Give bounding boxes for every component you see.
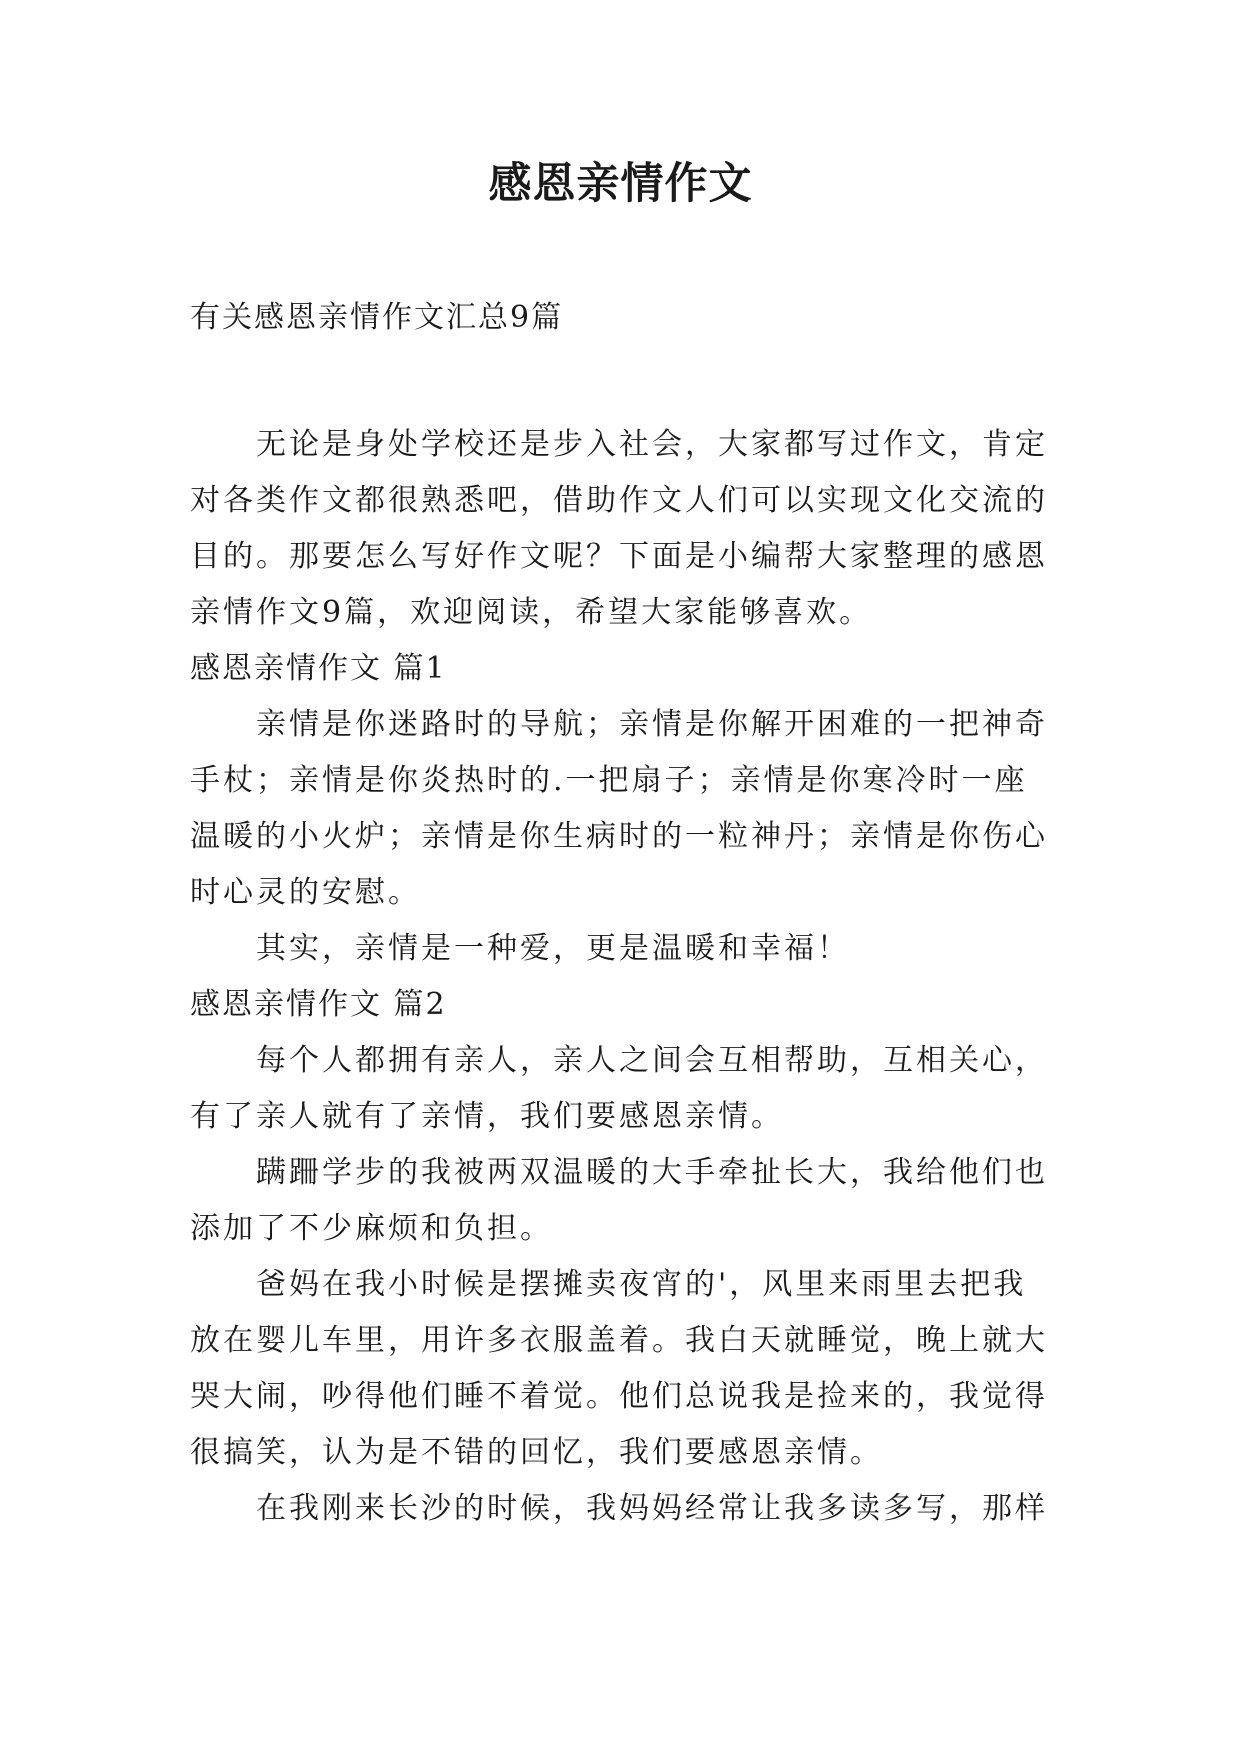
paragraph-line: 其实，亲情是一种爱，更是温暖和幸福！: [256, 931, 850, 966]
paragraph-line: 添加了不少麻烦和负担。: [190, 1211, 553, 1246]
paragraph-line: 温暖的小火炉；亲情是你生病时的一粒神丹；亲情是你伤心: [190, 819, 1048, 854]
paragraph-line: 放在婴儿车里，用许多衣服盖着。我白天就睡觉，晚上就大: [190, 1323, 1048, 1358]
paragraph-line: 时心灵的安慰。: [190, 875, 421, 910]
paragraph-line: 在我刚来长沙的时候，我妈妈经常让我多读多写，那样: [256, 1491, 1048, 1526]
paragraph-line: 手杖；亲情是你炎热时的.一把扇子；亲情是你寒冷时一座: [190, 763, 1028, 798]
paragraph-line: 每个人都拥有亲人，亲人之间会互相帮助，互相关心，: [256, 1043, 1048, 1078]
paragraph-line: 有了亲人就有了亲情，我们要感恩亲情。: [190, 1099, 784, 1134]
paragraph-line: 爸妈在我小时候是摆摊卖夜宵的'，风里来雨里去把我: [256, 1267, 1027, 1302]
section-heading: 感恩亲情作文 篇1: [190, 651, 447, 686]
paragraph-line: 目的。那要怎么写好作文呢？下面是小编帮大家整理的感恩: [190, 539, 1048, 574]
section-heading: 感恩亲情作文 篇2: [190, 987, 447, 1022]
paragraph-line: 哭大闹，吵得他们睡不着觉。他们总说我是捡来的，我觉得: [190, 1379, 1048, 1414]
paragraph-line: 无论是身处学校还是步入社会，大家都写过作文，肯定: [256, 427, 1048, 462]
paragraph-line: 亲情是你迷路时的导航；亲情是你解开困难的一把神奇: [256, 707, 1048, 742]
paragraph-line: 对各类作文都很熟悉吧，借助作文人们可以实现文化交流的: [190, 483, 1048, 518]
paragraph-line: 亲情作文9篇，欢迎阅读，希望大家能够喜欢。: [190, 595, 873, 630]
page-title: 感恩亲情作文: [488, 159, 753, 209]
paragraph-line: 很搞笑，认为是不错的回忆，我们要感恩亲情。: [190, 1435, 883, 1470]
document-body: [190, 290, 1070, 1537]
document-subtitle: 有关感恩亲情作文汇总9篇: [190, 300, 564, 335]
paragraph-line: 蹒跚学步的我被两双温暖的大手牵扯长大，我给他们也: [256, 1155, 1048, 1190]
